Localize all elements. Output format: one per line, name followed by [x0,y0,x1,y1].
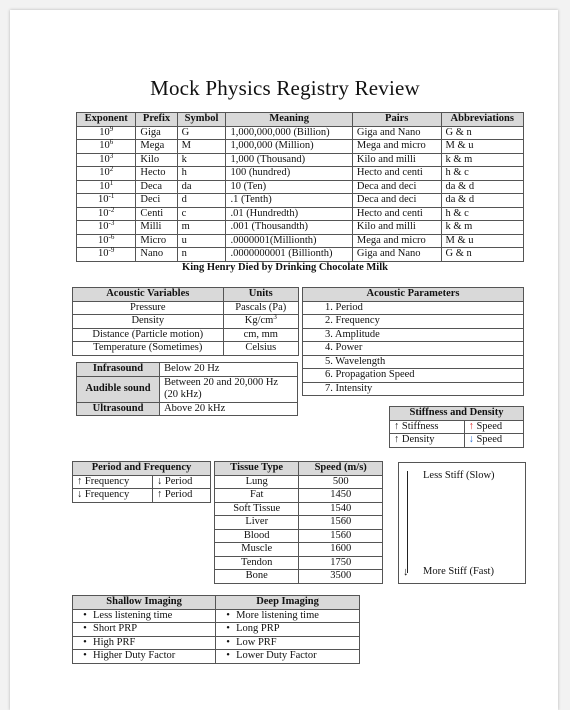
stiffness-density-table [389,406,524,448]
abbreviation-cell: h & c [441,207,523,221]
symbol-cell: M [177,140,226,154]
variable-name: Distance (Particle motion) [73,328,224,342]
shallow-imaging-item: High PRF [93,636,136,648]
table-row [73,328,299,342]
exponent-power: -3 [108,219,115,227]
variable-name: Temperature (Sometimes) [73,342,224,356]
exponent-base: 10 [99,126,110,138]
exponent-power: -2 [108,205,115,214]
exponent-base: 10 [99,153,110,165]
frequency-label: Frequency [84,489,130,500]
abbreviation-cell: M & u [441,140,523,154]
sound-range: Below 20 Hz [160,363,298,377]
symbol-cell: k [177,153,226,167]
pairs-cell: Kilo and milli [352,153,441,167]
sound-name: Audible sound [77,376,160,402]
table-row [390,434,524,448]
meaning-cell: 10 (Ten) [226,180,352,194]
header-tissue-type: Tissue Type [215,462,299,476]
abbreviation-cell: G & n [441,126,523,140]
symbol-cell: G [177,126,226,140]
stiffness-cell [390,420,465,434]
variable-unit: cm, mm [223,328,298,342]
header-exponent: Exponent [77,113,136,127]
exponent-base: 10 [99,180,110,192]
abbreviation-cell: k & m [441,221,523,235]
table-row [77,363,298,377]
deep-imaging-cell [216,650,360,664]
table-row [215,556,383,570]
pairs-cell: Mega and micro [352,234,441,248]
variable-unit-cell [223,315,298,329]
table-row [77,194,524,208]
list-item [303,301,524,315]
tissue-name: Muscle [215,543,299,557]
exponent-base: 10 [98,248,109,259]
table-row [73,475,211,489]
list-item [303,382,524,396]
bullet-icon: • [83,650,87,661]
exponent-base: 10 [98,221,109,232]
up-arrow-icon: ↑ [157,489,163,500]
tissue-name: Tendon [215,556,299,570]
meaning-cell: 1,000 (Thousand) [226,153,352,167]
up-arrow-icon: ↑ [468,420,474,432]
sound-range-cell [160,376,298,402]
table-row [215,475,383,489]
sound-ranges-table [76,362,298,416]
sound-range: Between 20 and 20,000 Hz [164,376,279,388]
bullet-icon: • [83,609,87,621]
deep-imaging-cell [216,609,360,623]
table-row [77,248,524,262]
table-row [77,221,524,235]
unit-superscript: 3 [273,313,277,321]
prefix-cell: Giga [136,126,177,140]
header-period-frequency: Period and Frequency [73,462,211,476]
meaning-cell: .0000001(Millionth) [226,234,352,248]
variable-name: Density [73,315,224,329]
table-row [215,516,383,530]
symbol-cell: da [177,180,226,194]
exponent-power: 2 [109,165,114,173]
variable-unit: Celsius [223,342,298,356]
prefix-cell: Kilo [136,153,177,167]
exponent-cell [77,140,136,154]
prefix-cell: Mega [136,140,177,154]
period-cell [153,475,211,489]
tissue-speed: 1600 [299,543,383,557]
prefix-mnemonic: King Henry Died by Drinking Chocolate Milk [182,262,388,273]
header-symbol: Symbol [177,113,226,127]
exponent-base: 10 [98,207,109,219]
table-row [73,650,360,664]
speed-label: Speed [476,420,503,432]
table-row [73,636,360,650]
list-item [303,342,524,356]
table-row [73,609,360,623]
bullet-icon: • [226,623,230,634]
acoustic-parameters-table [302,287,524,396]
tissue-speed: 1560 [299,529,383,543]
density-label: Density [401,434,435,445]
symbol-cell: n [177,248,226,262]
symbol-cell: u [177,234,226,248]
parameter-item: 1. Period [303,301,524,315]
prefix-cell: Centi [136,207,177,221]
exponent-cell [77,221,136,235]
sound-name: Ultrasound [77,402,160,416]
prefix-cell: Deca [136,180,177,194]
scale-bottom-label: More Stiff (Fast) [423,566,494,577]
acoustic-variables-table [72,287,299,356]
abbreviation-cell: da & d [441,180,523,194]
table-row [77,140,524,154]
down-arrow-icon: ↓ [157,475,163,487]
variable-unit: Kg/cm [244,315,274,326]
abbreviation-cell: da & d [441,194,523,208]
pairs-cell: Hecto and centi [352,167,441,181]
period-frequency-table [72,461,211,503]
table-row [77,376,298,402]
pairs-cell: Deca and deci [352,180,441,194]
parameter-item: 3. Amplitude [303,328,524,342]
exponent-cell [77,126,136,140]
header-acoustic-parameters: Acoustic Parameters [303,288,524,302]
shallow-imaging-cell [73,636,216,650]
exponent-power: 1 [109,178,114,187]
parameter-item: 5. Wavelength [303,355,524,369]
list-item [303,355,524,369]
pairs-cell: Kilo and milli [352,221,441,235]
variable-name: Pressure [73,301,224,315]
table-row [215,529,383,543]
shallow-imaging-cell [73,650,216,664]
variable-unit: Pascals (Pa) [223,301,298,315]
up-arrow-icon: ↑ [394,420,400,432]
tissue-name: Liver [215,516,299,530]
pairs-cell: Hecto and centi [352,207,441,221]
tissue-speed: 1560 [299,516,383,530]
tissue-speed: 1450 [299,489,383,503]
shallow-imaging-cell [73,609,216,623]
symbol-cell: d [177,194,226,208]
table-row [77,402,298,416]
list-item [303,369,524,383]
exponent-power: 3 [109,151,114,160]
meaning-cell: .1 (Tenth) [226,194,352,208]
exponent-power: -9 [108,246,115,254]
list-item [303,315,524,329]
table-row [73,315,299,329]
exponent-base: 10 [98,194,109,205]
meaning-cell: 1,000,000,000 (Billion) [226,126,352,140]
exponent-base: 10 [99,140,110,151]
exponent-power: -1 [108,192,115,200]
bullet-icon: • [226,636,230,648]
exponent-cell [77,153,136,167]
header-units: Units [223,288,298,302]
deep-imaging-item: Low PRF [236,636,277,648]
pairs-cell: Deca and deci [352,194,441,208]
sound-name: Infrasound [77,363,160,377]
tissue-speed: 1540 [299,502,383,516]
frequency-cell [73,475,153,489]
pairs-cell: Giga and Nano [352,248,441,262]
table-row [73,489,211,503]
shallow-imaging-item: Short PRP [93,623,138,634]
shallow-imaging-cell [73,623,216,637]
table-row [73,623,360,637]
tissue-name: Bone [215,570,299,584]
bullet-icon: • [226,650,230,661]
deep-imaging-item: Lower Duty Factor [236,650,317,661]
table-row [73,301,299,315]
table-row [215,502,383,516]
table-row [77,207,524,221]
abbreviation-cell: h & c [441,167,523,181]
bullet-icon: • [83,623,87,634]
exponent-cell [77,234,136,248]
header-shallow-imaging: Shallow Imaging [73,596,216,610]
bullet-icon: • [83,636,87,648]
sound-range: Above 20 kHz [160,402,298,416]
symbol-cell: c [177,207,226,221]
imaging-table [72,595,360,664]
exponent-base: 10 [99,167,110,178]
abbreviation-cell: k & m [441,153,523,167]
header-pairs: Pairs [352,113,441,127]
prefix-cell: Micro [136,234,177,248]
header-deep-imaging: Deep Imaging [216,596,360,610]
page-title: Mock Physics Registry Review [150,76,420,100]
sound-range-khz: (20 kHz) [164,389,202,400]
exponent-cell [77,248,136,262]
table-row [215,570,383,584]
deep-imaging-cell [216,623,360,637]
speed-label: Speed [476,434,503,445]
prefix-cell: Nano [136,248,177,262]
pairs-cell: Giga and Nano [352,126,441,140]
tissue-speed: 1750 [299,556,383,570]
meaning-cell: .001 (Thousandth) [226,221,352,235]
header-speed: Speed (m/s) [299,462,383,476]
header-meaning: Meaning [226,113,352,127]
meaning-cell: .0000000001 (Billionth) [226,248,352,262]
tissue-name: Blood [215,529,299,543]
stiffness-label: Stiffness [401,420,439,432]
parameter-item: 7. Intensity [303,382,524,396]
prefix-table-header-row [77,113,524,127]
down-arrow-icon: ↓ [403,566,409,578]
list-item [303,328,524,342]
meaning-cell: 1,000,000 (Million) [226,140,352,154]
scale-top-label: Less Stiff (Slow) [423,470,495,481]
tissue-name: Soft Tissue [215,502,299,516]
speed-cell [464,420,523,434]
exponent-cell [77,207,136,221]
abbreviation-cell: M & u [441,234,523,248]
deep-imaging-item: More listening time [236,609,319,621]
exponent-cell [77,180,136,194]
up-arrow-icon: ↑ [77,475,83,487]
period-cell [153,489,211,503]
up-arrow-icon: ↑ [394,434,400,445]
prefix-cell: Hecto [136,167,177,181]
scale-line [407,471,408,573]
tissue-speed: 3500 [299,570,383,584]
speed-cell [464,434,523,448]
exponent-cell [77,194,136,208]
shallow-imaging-item: Less listening time [93,609,173,621]
prefix-table [76,112,524,262]
frequency-label: Frequency [84,475,130,487]
table-row [77,167,524,181]
meaning-cell: 100 (hundred) [226,167,352,181]
down-arrow-icon: ↓ [77,489,83,500]
table-row [215,489,383,503]
header-stiffness-density: Stiffness and Density [390,407,524,421]
parameter-item: 6. Propagation Speed [303,369,524,383]
tissue-speed-table [214,461,383,584]
tissue-speed: 500 [299,475,383,489]
exponent-power: 6 [109,138,114,146]
period-label: Period [164,475,193,487]
header-acoustic-variables: Acoustic Variables [73,288,224,302]
header-abbreviations: Abbreviations [441,113,523,127]
bullet-icon: • [226,609,230,621]
exponent-power: -6 [108,232,115,241]
table-row [77,180,524,194]
pairs-cell: Mega and micro [352,140,441,154]
stiffness-scale [398,462,526,584]
table-row [77,153,524,167]
parameter-item: 2. Frequency [303,315,524,329]
symbol-cell: h [177,167,226,181]
deep-imaging-item: Long PRP [236,623,280,634]
parameter-item: 4. Power [303,342,524,356]
table-row [390,420,524,434]
symbol-cell: m [177,221,226,235]
period-label: Period [164,489,193,500]
prefix-cell: Milli [136,221,177,235]
deep-imaging-cell [216,636,360,650]
table-row [73,342,299,356]
tissue-name: Lung [215,475,299,489]
down-arrow-icon: ↓ [468,434,474,445]
exponent-power: 9 [109,124,114,133]
shallow-imaging-item: Higher Duty Factor [93,650,176,661]
tissue-name: Fat [215,489,299,503]
exponent-base: 10 [98,234,109,246]
meaning-cell: .01 (Hundredth) [226,207,352,221]
header-prefix: Prefix [136,113,177,127]
table-row [77,126,524,140]
abbreviation-cell: G & n [441,248,523,262]
frequency-cell [73,489,153,503]
table-row [77,234,524,248]
table-row [215,543,383,557]
exponent-cell [77,167,136,181]
prefix-cell: Deci [136,194,177,208]
density-cell [390,434,465,448]
